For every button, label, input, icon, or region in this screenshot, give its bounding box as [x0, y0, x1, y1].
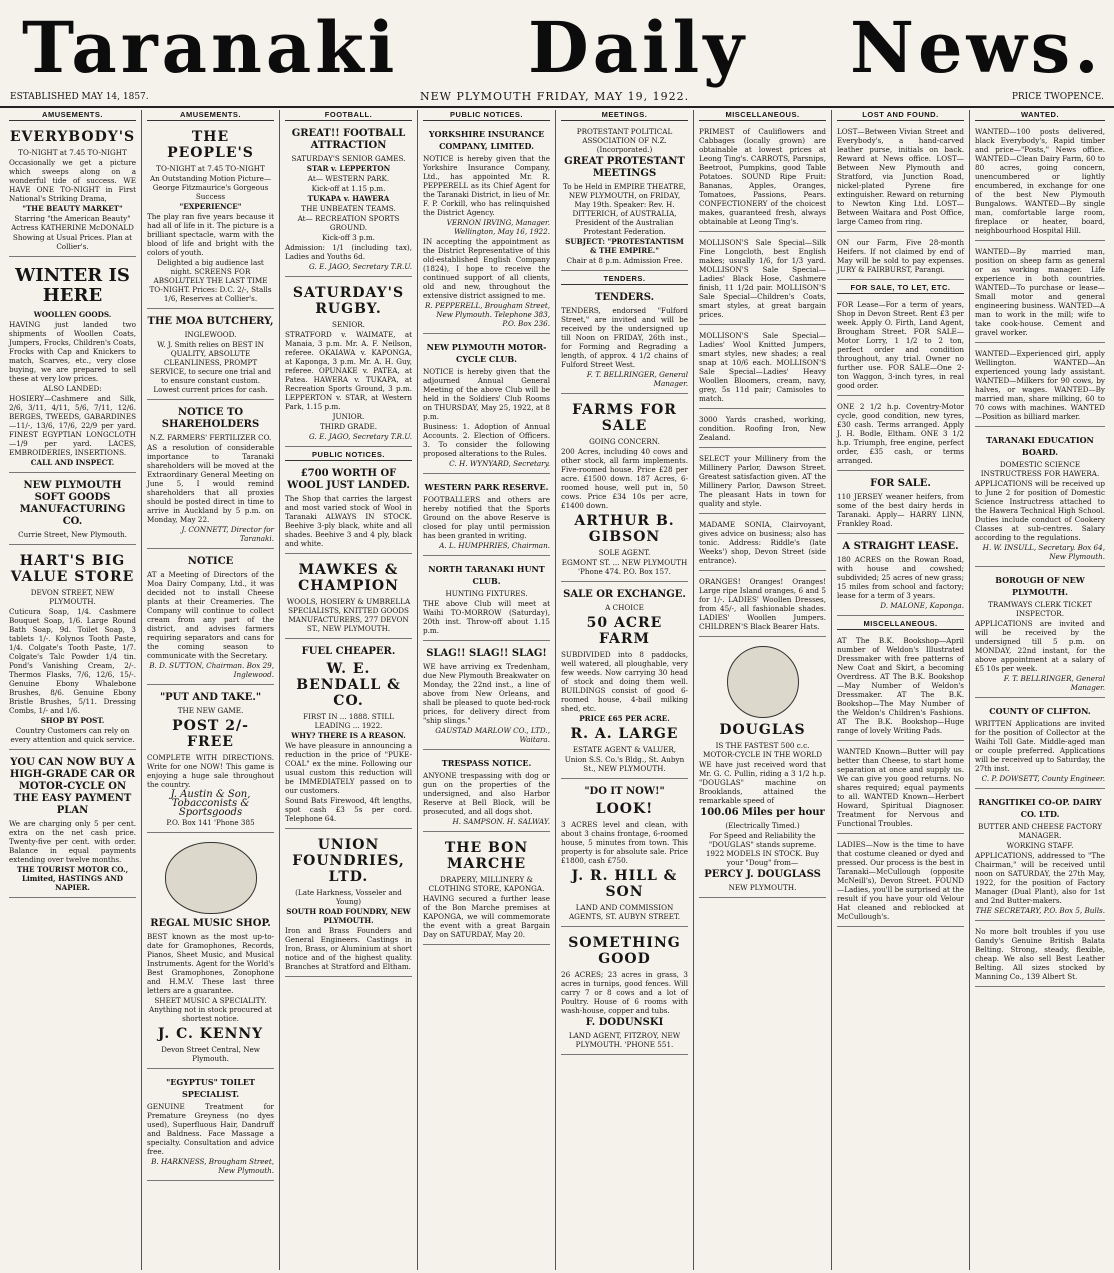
- ad-subtitle: INGLEWOOD.: [184, 330, 237, 339]
- ad-body: W. J. Smith relies on BEST IN QUALITY, ABSOLUTE CLEANLINESS, PROMPT SERVICE, to secure one trial and to ensure constant custom. Lowest current prices for cash.: [149, 340, 272, 394]
- ad-signature: D. MALONE, Kaponga.: [880, 601, 964, 610]
- ad-subtitle: SATURDAY'S SENIOR GAMES.: [291, 154, 406, 163]
- ad-douglas: [699, 640, 826, 898]
- ad-subtitle: BUTTER AND CHEESE FACTORY MANAGER.: [978, 822, 1102, 840]
- column-meetings: [556, 110, 694, 1270]
- section-heading-miscellaneous: MISCELLANEOUS.: [837, 619, 964, 630]
- ad-body-2: IN accepting the appointment as the District Representative of this old-established English Company (1824), I hope to receive the continued support of all clients, old and new, throughout the extensive district assigned to me.: [423, 237, 550, 300]
- ad-heifers: [837, 235, 964, 280]
- ad-body: Cuticura Soap, 1/4. Cashmere Bouquet Soap, 1/6. Large Round Bath Soap, 9d. Toilet Soap, 3 tablets 1/-. Kolynos Tooth Paste, 1/4. Colgate's Tooth Paste, 1/7. Colgate's Talc Powder 1/4 tin. Pond's Vanishing Cream, 2/-. Thermos Flasks, 7/6, 12/6, 15/-. Genuine Ebony Whalebone Brushes, 8/6. Genuine Ebony Bristle Brushes, 5/11. Dressing Combs, 1/- and 1/6.: [9, 607, 136, 715]
- ad-address: LAND AGENT, FITZROY, NEW PLYMOUTH. 'PHONE 551.: [568, 1031, 681, 1049]
- ad-union-foundries: [285, 832, 412, 977]
- ad-agent-role: SOLE AGENT.: [598, 548, 651, 557]
- ad-county-clifton: [975, 701, 1105, 789]
- ad-agent: ARTHUR B. GIBSON: [574, 513, 675, 545]
- ad-title: REGAL MUSIC SHOP.: [150, 918, 271, 929]
- ad-mawkes-champion: [285, 557, 412, 639]
- ad-body: GENUINE Treatment for Premature Greyness (no dyes used), Superfluous Hair, Dandruff and Baldness. Face Massage a specialty. Consultation and advice free.: [147, 1102, 274, 1156]
- ad-title: TRESPASS NOTICE.: [441, 758, 532, 768]
- ad-mccullough: [837, 837, 964, 927]
- ad-oranges: [699, 574, 826, 637]
- ad-title: TENDERS.: [594, 292, 655, 303]
- ad-body: 3 ACRES level and clean, with about 3 chains frontage, 6-roomed house, 5 minutes from town. This property is for absolute sale. Price £1800, cash £750.: [561, 820, 688, 865]
- ad-soft-goods: [9, 476, 136, 545]
- ad-winter-is-here: [9, 260, 136, 473]
- ad-body: 110 JERSEY weaner heifers, from some of the best dairy herds in Taranaki. Apply— HARRY LINN, Frankley Road.: [837, 492, 964, 528]
- ad-signature: H. W. INSULL, Secretary. Box 64, New Plymouth.: [982, 543, 1105, 561]
- ad-subtitle: TRAMWAYS CLERK TICKET INSPECTOR.: [988, 600, 1092, 618]
- ad-western-park: [423, 477, 550, 556]
- ad-body: WE have arriving ex Tredenham, due New Plymouth Breakwater on Monday, the 22nd inst., a line of above from New Orleans, and shall be pleased to quote bed-rock prices, for delivery direct from "ship slings.": [423, 662, 550, 725]
- ad-body: MOLLISON'S Sale Special—Ladies' Wool Knitted Jumpers, smart styles, new shades; a real snap at 10/6 each. MOLLISON'S Sale Special—Ladies' Heavy Woollen Bloomers, cream, navy, grey, 5s 11d pair; Camisoles to match.: [699, 331, 826, 403]
- ad-put-and-take: [147, 688, 274, 833]
- ad-firm: THE TOURIST MOTOR CO., Limited, HASTINGS AND NAPIER.: [16, 865, 129, 892]
- ad-subtitle: TO-NIGHT at 7.45 TO-NIGHT: [18, 148, 127, 157]
- ad-body: MADAME SONIA, Clairvoyant, gives advice on business; also has tonic. Address: Riddle's (late Weeks') shop, Devon Street (side entrance).: [699, 520, 826, 565]
- ad-farms-for-sale: [561, 397, 688, 582]
- ad-hunt-club: [423, 559, 550, 641]
- ad-body: ONE 2 1/2 h.p. Coventry-Motor cycle, good condition, new tyres, £30 cash. Terms arranged. Apply J. H. Bodle, Eltham. ONE 3 1/2 h.p. Triumph, free engine, perfect order, £35 cash, or terms arranged.: [837, 402, 964, 465]
- rider-illustration: [727, 646, 799, 718]
- column-amusements-1: [4, 110, 142, 1270]
- ad-title: SALE OR EXCHANGE.: [563, 589, 686, 600]
- ad-feature: "THE BEAUTY MARKET": [22, 204, 123, 213]
- ad-subtitle: HUNTING FIXTURES.: [445, 589, 528, 598]
- ad-mollisons-2: [699, 328, 826, 409]
- ad-footer: Delighted a big audience last night. SCREENS FOR ABSOLUTELY THE LAST TIME TO-NIGHT. Prices: D.C. 2/-, Stalls 1/6, Reserves at Collier's.: [149, 258, 272, 303]
- ad-footer: Showing at Usual Prices. Plan at Collier's.: [12, 233, 133, 251]
- ad-title: WINTER IS HERE: [15, 265, 130, 306]
- ad-title: "EGYPTUS" TOILET SPECIALIST.: [166, 1077, 255, 1099]
- column-heading: FOOTBALL.: [285, 110, 412, 121]
- ad-lost-items: [837, 124, 964, 232]
- gramophone-illustration: [165, 842, 257, 914]
- ad-tenders: [561, 288, 688, 394]
- dateline: NEW PLYMOUTH FRIDAY, MAY 19, 1922.: [420, 90, 690, 103]
- ad-rangitikei-dairy: [975, 792, 1105, 921]
- ad-body: APPLICATIONS, addressed to "The Chairman," will be received until noon on SATURDAY, the 27th May, 1922, for the position of Factory Manager (Dual Plant), also for 1st and 2nd Butter-makers.: [975, 851, 1105, 905]
- ad-script-signature: J. Austin & Son, Tobacconists & Sportsgoods: [170, 789, 251, 818]
- ad-title: NORTH TARANAKI HUNT CLUB.: [428, 564, 545, 586]
- ad-title: £700 WORTH OF WOOL JUST LANDED.: [287, 468, 410, 491]
- ad-price: PRICE £65 PER ACRE.: [579, 714, 670, 723]
- ad-title: FOR SALE.: [870, 478, 931, 489]
- ad-everybodys: [9, 124, 136, 257]
- ad-body: TENDERS, endorsed "Fulford Street," are invited and will be received by the undersigned up till Noon on FRIDAY, 26th inst., for Forming and Regrading a length, of approx. 4 1/2 chains of Fulford Street West.: [561, 306, 688, 369]
- ad-agent-role: LAND AND COMMISSION AGENTS, ST. AUBYN STREET.: [568, 903, 681, 921]
- ad-agent-role: ESTATE AGENT & VALUER,: [572, 745, 677, 754]
- ad-title: RANGITIKEI CO-OP. DAIRY CO. LTD.: [978, 797, 1102, 819]
- ad-title: GREAT!! FOOTBALL ATTRACTION: [291, 128, 406, 151]
- ad-footer: Sound Bats Firewood, 4ft lengths, spot cash £3 5s per cord. Telephone 64.: [285, 796, 412, 823]
- ad-big-line: A CHOICE: [605, 603, 644, 612]
- ad-subtitle: WOOLS, HOSIERY & UMBRELLA SPECIALISTS, KNITTED GOODS MANUFACTURERS, 277 DEVON ST., NEW PLYMOUTH.: [286, 597, 411, 633]
- ad-bk-bookshop: [837, 633, 964, 741]
- section-heading-for-sale: FOR SALE, TO LET, ETC.: [837, 283, 964, 294]
- ad-title: UNION FOUNDRIES, LTD.: [292, 837, 405, 885]
- section-heading-public-notices: PUBLIC NOTICES.: [285, 450, 412, 461]
- masthead-word-taranaki: Taranaki: [22, 6, 399, 89]
- ad-subtitle: DOMESTIC SCIENCE INSTRUCTRESS FOR HAWERA.: [980, 460, 1100, 478]
- ad-big-line: GREAT PROTESTANT MEETINGS: [564, 156, 685, 179]
- ad-match-note: THE UNBEATEN TEAMS.: [301, 204, 396, 213]
- ad-kickoff-2: Kick-off 3 p.m.: [322, 233, 375, 242]
- ad-body: LADIES—Now is the time to have that costume cleaned or dyed and pressed. Our process is the best in Taranaki—McCullough (opposite McNeill's), Devon Street. FOUND—Ladies, you'll be surprised at the result if you have your old Velour Hat cleaned and reblocked at McCullough's.: [837, 840, 964, 921]
- ad-address: SOUTH ROAD FOUNDRY, NEW PLYMOUTH.: [286, 907, 411, 925]
- ad-body: WANTED Known—Butter will pay better than Cheese, to start home separation at once and supply us. We can give you good returns. No shares required; equal payments to all. WANTED Known—Herbert Howard, Spiritual Diagnoser. Treatment for Nervous and Functional Troubles.: [837, 747, 964, 828]
- ad-body: SUBDIVIDED into 8 paddocks, well watered, all ploughable, very few weeds. Now carrying 30 head of stock and doing them well. BUILDINGS consist of good 6-roomed house, 4-bail milking shed, etc.: [561, 650, 688, 713]
- ad-title: THE MOA BUTCHERY,: [147, 316, 274, 327]
- ad-title: TARANAKI EDUCATION BOARD.: [986, 435, 1094, 457]
- ad-body: WANTED—By married man, position on sheep farm as general or as working manager. Life experience in both countries. WANTED—To purchase or lease—Small motor and general engineering business. WANTED—A man to work in the mill; wife to take cook-house. Cement and gravel worker.: [975, 247, 1105, 337]
- ad-egyptus: [147, 1072, 274, 1181]
- ad-firm: PERCY J. DOUGLASS: [704, 869, 821, 880]
- ad-title: NEW PLYMOUTH SOFT GOODS MANUFACTURING CO.: [19, 480, 126, 527]
- masthead-word-daily: Daily: [528, 6, 748, 89]
- ad-third-grade: THIRD GRADE.: [320, 422, 377, 431]
- columns: [4, 110, 1110, 1270]
- ad-protestant-meetings: [561, 124, 688, 271]
- ad-title: NOTICE: [187, 556, 234, 567]
- ad-list: HOSIERY—Cashmere and Silk, 2/6, 3/11, 4/11, 5/6, 7/11, 12/6. BERGES, TWEEDS, GABARDINES—11/-, 13/6, 17/6, 22/9 per yard. FINEST EGYPTIAN LONGCLOTH—1/9 per yard. LACES, EMBROIDERIES, INSERTIONS.: [9, 394, 136, 457]
- ad-body: LOST—Between Vivian Street and Everybody's, a hand-carved leather purse, initials on back. Reward at News office. LOST—Between New Plymouth and Stratford, via Junction Road, nickel-plated Pyrene fire extinguisher. Reward on returning to Newton King Ltd. LOST—Between Waitara and Post Office, large Cameo from ring.: [837, 127, 964, 226]
- masthead-word-news: News.: [850, 6, 1103, 89]
- ad-body: THE above Club will meet at Waihi TO-MORROW (Saturday), 20th inst. Throw-off about 1.15 p.m.: [423, 599, 550, 635]
- ad-body: BEST known as the most up-to-date for Gramophones, Records, Pianos, Sheet Music, and Musical Instruments. Agent for the World's Best Gramophones, Zonophone and H.M.V. These last three letters are a guarantee.: [147, 932, 274, 995]
- ad-body: STRATFORD v. WAIMATE, at Manaia, 3 p.m. Mr. A. F. Neilson, referee. OKAIAWA v. KAPONGA, at Kaponga, 3 p.m. Mr. A. H. Guy, referee. OPUNAKE v. PATEA, at Patea. HAWERA v. TUKAPA, at Recreation Sports Ground, 3 p.m. LEPPERTON v. STAR, at Western Park, 1.15 p.m.: [285, 330, 412, 411]
- ad-mollisons-1: [699, 235, 826, 325]
- ad-body: No more bolt troubles if you use Gandy's Genuine British Balata Belting. Strong, steady, flexible, cheap. We also sell Best Leather Belting. All sizes stocked by Manning Co., 139 Albert St.: [975, 927, 1105, 981]
- column-public-notices: [418, 110, 556, 1270]
- ad-title: A STRAIGHT LEASE.: [842, 541, 959, 552]
- ad-wanted-1: [975, 124, 1105, 241]
- ad-straight-lease: [837, 537, 964, 616]
- ad-body: 3000 Yards crashed, working, condition. Roofing Iron, New Zealand.: [699, 415, 826, 442]
- ad-fertilizer-notice: [147, 403, 274, 549]
- column-lost-and-found: [832, 110, 970, 1270]
- ad-signature: B. HARKNESS, Brougham Street, New Plymouth.: [151, 1157, 274, 1175]
- ad-title: "PUT AND TAKE.": [159, 692, 262, 703]
- ad-signature: C. P. DOWSETT, County Engineer.: [981, 774, 1105, 783]
- ad-bon-marche: [423, 835, 550, 945]
- ad-big-line: POST 2/- FREE: [172, 718, 249, 750]
- ad-agent: J. R. HILL & SON: [571, 868, 678, 900]
- ad-chair: Chair at 8 p.m. Admission Free.: [566, 256, 683, 265]
- ad-junior: JUNIOR.: [332, 412, 365, 421]
- column-heading: MEETINGS.: [561, 110, 688, 121]
- ad-kickoff-1: Kick-off at 1.15 p.m.: [311, 184, 386, 193]
- ad-subtitle: N.Z. FARMERS' FERTILIZER CO.: [149, 433, 272, 442]
- ad-footer: For Speed and Reliability the "DOUGLAS" stands supreme. 1922 MODELS IN STOCK. Buy your "Doug" from—: [705, 831, 820, 867]
- dateline-bar: [0, 88, 1114, 108]
- ad-regal-music: [147, 836, 274, 1069]
- ad-body: AS a resolution of considerable importance to Taranaki shareholders will be moved at the Extraordinary General Meeting on June 5, I would remind shareholders that all proxies should be posted direct in time to arrive in Auckland by 5 p.m. on Monday, May 22.: [147, 443, 274, 524]
- ad-body: To be Held in EMPIRE THEATRE, NEW PLYMOUTH, on FRIDAY, May 19th. Speaker: Rev. H. DITTERICH, of AUSTRALIA, President of the Australian Protestant Federation.: [563, 182, 686, 236]
- ad-harts-store: [9, 548, 136, 750]
- ad-body: The Shop that carries the largest and most varied stock of Wool in Taranaki ALWAYS IN STOCK. Beehive 3-ply black, white and all shades. Beehive 3 and 4 ply, black and white.: [285, 494, 412, 548]
- ad-body: 26 ACRES; 23 acres in grass, 3 acres in turnips, good fences. Will carry 7 or 8 cows and a lot of Poultry. House of 6 rooms with wash-house, copper and tubs.: [561, 970, 688, 1015]
- ad-body: ON our Farm, Five 28-month Heifers. If not claimed by end of May will be sold to pay expenses. JURY & FAIRBURST, Parangi.: [837, 238, 964, 274]
- ad-body: NOTICE is hereby given that the Yorkshire Insurance Company, Ltd., has appointed Mr. R. PEPPERELL as its Chief Agent for the Taranaki District, in lieu of Mr. F. P. Corkill, who has relinquished the District Agency.: [423, 154, 550, 217]
- ad-subtitle: IS THE FASTEST 500 c.c. MOTOR-CYCLE IN THE WORLD: [703, 741, 822, 759]
- ad-body: WANTED—100 posts delivered, black Everybody's, Rapid timber and price—"Posts," News office. WANTED—Clean Dairy Farm, 60 to 80 acres, going concern, unencumbered or lightly encumbered, in exchange for one of the best New Plymouth Bungalows. WANTED—By single man, comfortable large room, fireplace or heater, board, neighbourhood Hospital Hill.: [975, 127, 1105, 235]
- ad-body: APPLICATIONS are invited and will be received by the undersigned till 5 p.m. on MONDAY, 22nd instant, for the above appointment at a salary of £5 10s per week.: [975, 619, 1105, 673]
- ad-body: WE have just received word that Mr. G. C. Pullin, riding a 3 1/2 h.p. "DOUGLAS" machine on Brooklands, attained the remarkable speed of: [699, 760, 826, 805]
- ad-signature: C. H. WYNYARD, Secretary.: [449, 459, 550, 468]
- ad-match-2: TUKAPA v. HAWERA: [307, 194, 390, 203]
- ad-also: ALSO LANDED:: [43, 384, 102, 393]
- ad-signature: A. L. HUMPHRIES, Chairman.: [439, 541, 550, 550]
- ad-subtitle-2: WORKING STAFF.: [1006, 841, 1074, 850]
- ad-body: AT The B.K. Bookshop—April number of Weldon's Illustrated Dressmaker with free patterns of New Coat and Skirt, a becoming Overdress. AT The B.K. Bookshop—May Number of Weldon's Dressmaker. AT The B.K. Bookshop—The May Number of the Weldon's Children's Fashions. AT The B.K. Bookshop—Huge range of lovely Writing Pads.: [837, 636, 964, 735]
- ad-signature: H. SAMPSON. H. SALWAY.: [452, 817, 550, 826]
- ad-body: WANTED—Experienced girl, apply Wellington. WANTED—An experienced young lady assistant. WANTED—Milkers for 90 cows, by halves, or wages. WANTED—By married man, share milking, 60 to 70 cows with machines. WANTED—Position as billiard marker.: [975, 349, 1105, 421]
- ad-subtitle: WOOLLEN GOODS.: [33, 310, 112, 319]
- ad-signature: VERNON IRVING, Manager. Wellington, May 16, 1922.: [446, 218, 550, 236]
- ad-look: LOOK!: [595, 801, 654, 817]
- ad-title: FARMS FOR SALE: [572, 402, 677, 434]
- ad-wool: [285, 464, 412, 554]
- ad-for-sale-list: [837, 297, 964, 396]
- ad-subtitle: DRAPERY, MILLINERY & CLOTHING STORE, KAPONGA.: [428, 875, 545, 893]
- ad-football-attraction: [285, 124, 412, 277]
- column-heading: WANTED.: [975, 110, 1105, 121]
- ad-roofing: [699, 412, 826, 448]
- ad-body: Occasionally we get a picture which sweeps along on a wonderful tide of success. WE HAVE ONE TO-NIGHT in First National's Striking Drama,: [9, 158, 136, 203]
- ad-why: WHY? THERE IS A REASON.: [291, 731, 406, 740]
- ad-body: ANYONE trespassing with dog or gun on the properties of the undersigned, and also Harbor Reserve at Bell Block, will be prosecuted, and all dogs shot.: [423, 771, 550, 816]
- ad-title: SLAG!! SLAG!! SLAG!: [426, 648, 547, 659]
- ad-firm: W. E. BENDALL & CO.: [296, 661, 401, 709]
- ad-title: SATURDAY'S RUGBY.: [292, 285, 405, 317]
- ad-subtitle: THE NEW GAME.: [177, 706, 244, 715]
- ad-title: MAWKES & CHAMPION: [298, 562, 399, 594]
- ad-admission: Admission: 1/1 (including tax), Ladies and Youths 6d.: [285, 243, 412, 261]
- ad-title: YOU CAN NOW BUY A HIGH-GRADE CAR OR MOTOR-CYCLE ON THE EASY PAYMENT PLAN: [9, 757, 136, 816]
- ad-subtitle: GOING CONCERN.: [589, 437, 660, 446]
- ad-call: CALL AND INSPECT.: [30, 458, 115, 467]
- ad-body: COMPLETE WITH DIRECTIONS. Write for one NOW! This game is enjoying a huge sale throughout the country.: [147, 753, 274, 789]
- ad-title: NOTICE TO SHAREHOLDERS: [161, 407, 260, 430]
- ad-body: AT a Meeting of Directors of the Moa Dairy Company, Ltd., it was decided not to install Cheese plants at their Creameries. The Company will continue to collect cream from any part of the district, and advises farmers requiring separators and cans for the coming season to communicate with the Secretary.: [147, 570, 274, 660]
- ad-address: Currie Street, New Plymouth.: [18, 530, 127, 539]
- column-wanted: [970, 110, 1110, 1270]
- ad-wanted-known: [837, 744, 964, 834]
- ad-wanted-3: [975, 346, 1105, 427]
- ad-moa-dairy-notice: [147, 552, 274, 685]
- ad-yorkshire-insurance: [423, 124, 550, 334]
- ad-address: EGMONT ST. ... NEW PLYMOUTH 'Phone 474. P.O. Box 157.: [561, 558, 688, 576]
- column-amusements-2: [142, 110, 280, 1270]
- ad-madame-sonia: [699, 517, 826, 571]
- column-heading: PUBLIC NOTICES.: [423, 110, 550, 121]
- ad-address: Union S.S. Co.'s Bldg., St. Aubyn St., NEW PLYMOUTH.: [564, 755, 685, 773]
- ad-subtitle: TO-NIGHT at 7.45 TO-NIGHT: [156, 164, 265, 173]
- ad-body: NOTICE is hereby given that the adjourned Annual General Meeting of the above Club will be held in the Soldiers' Club Rooms on THURSDAY, May 25, 1922, at 8 p.m.: [423, 367, 550, 421]
- ad-signature: J. CONNETT, Director for Taranaki.: [181, 525, 274, 543]
- ad-big-line-2: 50 ACRE FARM: [586, 615, 663, 647]
- column-football: [280, 110, 418, 1270]
- ad-title: COUNTY OF CLIFTON.: [989, 706, 1091, 716]
- price-label: PRICE TWOPENCE.: [1011, 92, 1104, 102]
- ad-title: SOMETHING GOOD: [568, 935, 681, 967]
- ad-subtitle: SENIOR.: [332, 320, 365, 329]
- ad-belting: [975, 924, 1105, 987]
- ad-something-good: [561, 930, 688, 1055]
- ad-signature-2: R. PEPPERELL, Brougham Street, New Plymouth. Telephone 383, P.O. Box 236.: [425, 301, 550, 328]
- ad-first: FIRST IN ... 1888. STILL LEADING ... 1922.: [303, 712, 394, 730]
- ad-sale-or-exchange: [561, 585, 688, 779]
- ad-footer: Country Customers can rely on every attention and quick service.: [10, 726, 135, 744]
- ad-title: EVERYBODY'S: [9, 129, 136, 145]
- ad-millinery: [699, 451, 826, 514]
- ad-title: YORKSHIRE INSURANCE COMPANY, LIMITED.: [428, 129, 545, 151]
- ad-body: ORANGES! Oranges! Oranges! Large ripe Island oranges, 6 and 5 for 1/-. LADIES' Woollen Dresses, from 45/-, all fashionable shades. LADIES' Woollen Jumpers. CHILDREN'S Black Bearer Hats.: [699, 577, 826, 631]
- ad-star: Starring "the American Beauty" Actress KATHERINE McDONALD: [11, 214, 134, 232]
- ad-trespass: [423, 753, 550, 832]
- ad-shop: SHOP BY POST.: [40, 716, 105, 725]
- ad-title: "DO IT NOW!": [584, 786, 665, 797]
- ad-feature: "EXPERIENCE": [179, 202, 242, 211]
- ad-body: WRITTEN Applications are invited for the position of Collector at the Waihi Toll Gate. Middle-aged man or couple preferred. Applications will be received up to Saturday, the 27th inst.: [975, 719, 1105, 773]
- ad-body: HAVING just landed two shipments of Woollen Coats, Jumpers, Frocks, Children's Coats, Frocks with Cap and Knickers to match, Scarves, etc., very close buying, we are prepared to sell these at very low prices.: [9, 320, 136, 383]
- ad-description: The play ran five years because it had all of life in it. The picture is a brilliant spectacle, warm with the blood of life and bright with the colors of youth.: [147, 212, 274, 257]
- ad-address: Devon Street Central, New Plymouth.: [161, 1045, 260, 1063]
- ad-title: THE BON MARCHE: [444, 840, 529, 872]
- ad-body: 180 ACRES on the Rowan Road, with house and cowshed; subdivided; 25 acres of new grass; 15 miles from school and factory; lease for a term of 3 years.: [837, 555, 964, 600]
- ad-body: An Outstanding Motion Picture—George Fitzmaurice's Gorgeous Success: [149, 174, 272, 201]
- ad-body: PRIMEST of Cauliflowers and Cabbages (locally grown) are obtainable at lowest prices at Leong Ting's. CARROTS, Parsnips, Beetroot, Pumpkins, good Table Potatoes. SOUND Ripe Fruit: Bananas, Apples, Oranges, Tomatoes, Passions, Pears. CONFECTIONERY of the choicest makes, guaranteed fresh, always obtainable at Leong Ting's.: [699, 127, 826, 226]
- ad-signature: GAUSTAD MARLOW CO., LTD., Waitara.: [435, 726, 550, 744]
- ad-signature: F. T. BELLRINGER, General Manager.: [1003, 674, 1105, 692]
- ad-body: MOLLISON'S Sale Special—Silk Fine Longcloth, best English makes; usually 1/6, for 1/3 yard. MOLLISON'S Sale Special—Ladies' Black Hose, Cashmere finish, 11 1/2d pair. MOLLISON'S Sale Special—Children's Coats, smart styles, at great bargain prices.: [699, 238, 826, 319]
- ad-address: NEW PLYMOUTH.: [728, 883, 797, 892]
- ad-title: BOROUGH OF NEW PLYMOUTH.: [995, 575, 1085, 597]
- ad-peoples: [147, 124, 274, 309]
- ad-title: PROTESTANT POLITICAL ASSOCIATION OF N.Z. (Incorporated.): [576, 127, 673, 154]
- ad-address: DEVON STREET, NEW PLYMOUTH.: [30, 588, 115, 606]
- ad-agent: R. A. LARGE: [570, 726, 679, 742]
- ad-speed-note: (Electrically Timed.): [725, 821, 800, 830]
- column-miscellaneous: [694, 110, 832, 1270]
- ad-body: FOOTBALLERS and others are hereby notified that the Sports Ground on the above Reserve is closed for play until permission has been granted in writing.: [423, 495, 550, 540]
- ad-footer: SHEET MUSIC A SPECIALITY. Anything not in stock procured at shortest notice.: [149, 996, 272, 1023]
- ad-body: We have pleasure in announcing a reduction in the price of "PUKE-COAL" ex the mine. Following our usual custom this reduction will be IMMEDIATELY passed on to our customers.: [285, 741, 412, 795]
- ad-education-board: [975, 430, 1105, 567]
- ad-signature: THE SECRETARY, P.O. Box 5, Bulls.: [975, 906, 1105, 915]
- column-heading: LOST AND FOUND.: [837, 110, 964, 121]
- ad-agent: F. DODUNSKI: [585, 1017, 664, 1028]
- ad-title: THE PEOPLE'S: [167, 129, 254, 161]
- ad-address: P.O. Box 141 'Phone 385: [166, 818, 255, 827]
- ad-motor-cycle-club: [423, 337, 550, 474]
- ad-moa-butchery: [147, 312, 274, 400]
- ad-jersey-heifers: [837, 474, 964, 534]
- column-heading: AMUSEMENTS.: [147, 110, 274, 121]
- ad-slag: [423, 644, 550, 750]
- masthead: [0, 8, 1114, 88]
- ad-body: 200 Acres, including 40 cows and other stock, all farm implements. Five-roomed house. Price £28 per acre. £1500 down. 187 Acres, 6-roomed house, well put in, 50 cows. Price £34 10s per acre, £1400 down.: [561, 447, 688, 510]
- ad-title: NEW PLYMOUTH MOTOR-CYCLE CLUB.: [426, 342, 547, 364]
- ad-signature: F. T. BELLRINGER, General Manager.: [586, 370, 688, 388]
- ad-tourist-motor: [9, 753, 136, 898]
- ad-speed: 100.06 Miles per hour: [700, 807, 825, 818]
- ad-motor-cycles: [837, 399, 964, 471]
- ad-title: WESTERN PARK RESERVE.: [424, 482, 549, 492]
- ad-body: APPLICATIONS will be received up to June 2 for position of Domestic Science Instructress attached to the Hawera Technical High School. Duties include conduct of Cookery Classes at sub-centres. Salary according to the regulations.: [975, 479, 1105, 542]
- column-heading: AMUSEMENTS.: [9, 110, 136, 121]
- ad-borough: [975, 570, 1105, 698]
- ad-body: Iron and Brass Founders and General Engineers. Castings in Iron, Brass, or Aluminium at short notice and of the highest quality. Branches at Stratford and Eltham.: [285, 926, 412, 971]
- column-heading: MISCELLANEOUS.: [699, 110, 826, 121]
- ad-fuel-cheaper: [285, 642, 412, 829]
- ad-ground-1: At— WESTERN PARK.: [307, 174, 390, 183]
- established-label: ESTABLISHED MAY 14, 1857.: [10, 92, 149, 102]
- ad-title: DOUGLAS: [719, 722, 806, 738]
- ad-title: FUEL CHEAPER.: [301, 646, 396, 657]
- ad-body: SELECT your Millinery from the Millinery Parlor, Dawson Street. Greatest satisfaction given. AT the Millinery Parlor, Dawson Street. The pleasant Hats in town for quality and style.: [699, 454, 826, 508]
- ad-firm: J. C. KENNY: [157, 1026, 264, 1042]
- ad-subtitle: (Late Harkness, Vosseler and Young): [295, 888, 402, 906]
- ad-saturdays-rugby: [285, 280, 412, 447]
- ad-business: Business: 1. Adoption of Annual Accounts. 2. Election of Officers. 3. To consider the following proposed alterations to the Rules.: [423, 422, 550, 458]
- ad-match-1: STAR v. LEPPERTON: [306, 164, 391, 173]
- ad-leong-ting: [699, 124, 826, 232]
- ad-do-it-now: [561, 782, 688, 927]
- ad-ground-2: At— RECREATION SPORTS GROUND.: [297, 214, 400, 232]
- ad-wanted-2: [975, 244, 1105, 343]
- ad-subject: SUBJECT: "PROTESTANTISM & THE EMPIRE.": [565, 237, 684, 255]
- section-heading-tenders: TENDERS.: [561, 274, 688, 285]
- ad-body: HAVING secured a further lease of the Bon Marche premises at KAPONGA, we will commemorate the event with a great Bargain Day on SATURDAY, May 20.: [423, 894, 550, 939]
- ad-title: HART'S BIG VALUE STORE: [10, 553, 135, 585]
- ad-signature: B. D. SUTTON, Chairman. Box 29, Inglewood.: [149, 661, 274, 679]
- ad-body: FOR Lease—For a term of years, Shop in Devon Street. Rent £3 per week. Apply O. Firth, Land Agent, Brougham Street. FOR SALE—Motor Lorry, 1 1/2 to 2 ton, perfect order and condition throughout, any trial. Owner no further use. FOR SALE—One 2-ton Waggon, 3-inch tyres, in real good order.: [837, 300, 964, 390]
- ad-body: We are charging only 5 per cent. extra on the net cash price. Twenty-five per cent. with order. Balance in equal payments extending over twelve months.: [9, 819, 136, 864]
- ad-signature: G. E. JAGO, Secretary T.R.U.: [309, 262, 412, 271]
- ad-signature: G. E. JAGO, Secretary T.R.U.: [309, 432, 412, 441]
